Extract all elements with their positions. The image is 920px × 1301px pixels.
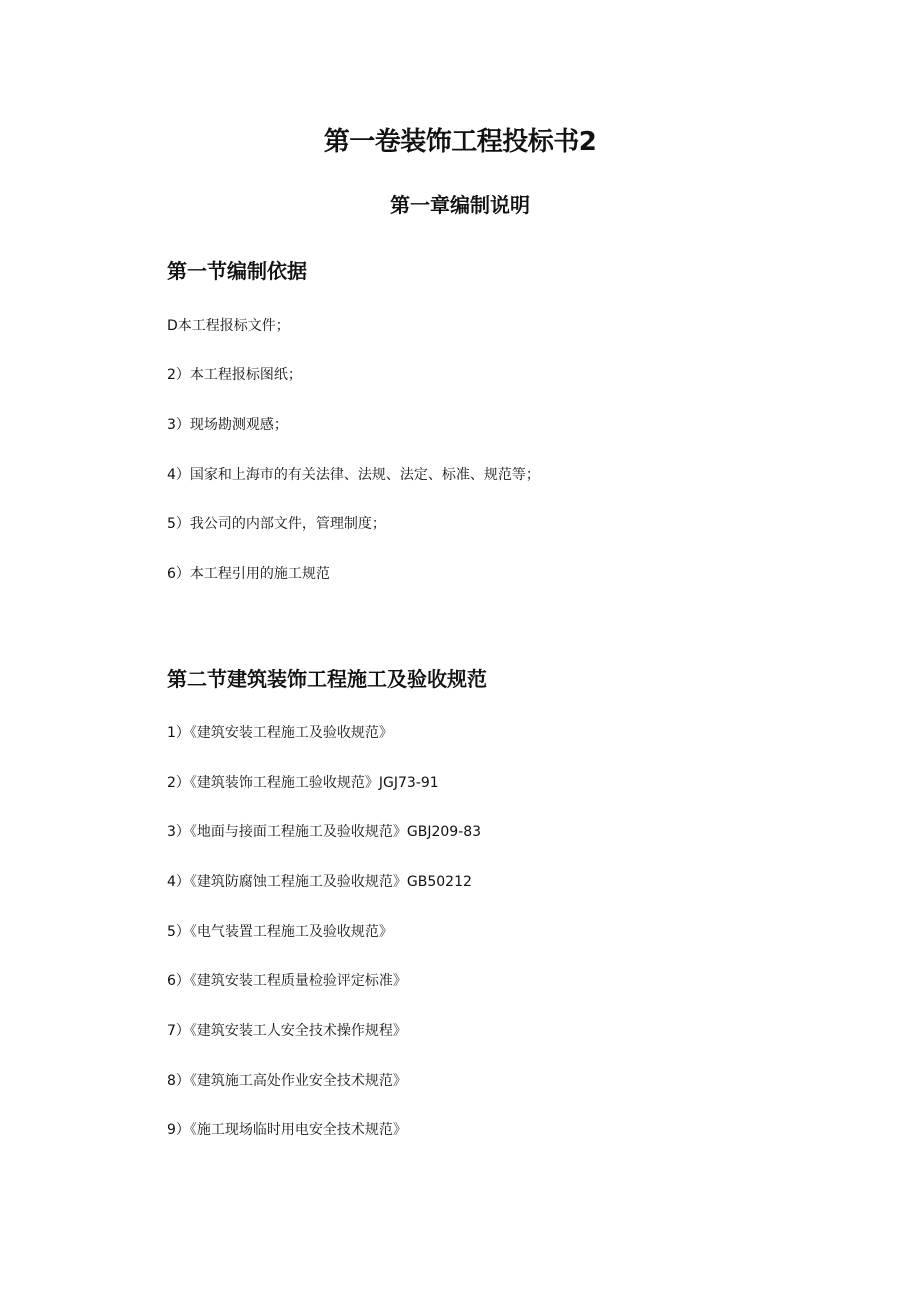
list-item: 3）《地面与接面工程施工及验收规范》GBJ209-83 [167, 824, 482, 840]
section-title-basis: 第一节编制依据 [167, 259, 307, 283]
document-title: 第一卷装饰工程投标书2 [323, 127, 597, 157]
list-item: 6）《建筑安装工程质量检验评定标准》 [167, 973, 407, 989]
list-item: 5）《电气装置工程施工及验收规范》 [167, 924, 393, 940]
list-item: 8）《建筑施工高处作业安全技术规范》 [167, 1073, 407, 1089]
list-item: D本工程报标文件； [167, 318, 290, 334]
list-item: 4）《建筑防腐蚀工程施工及验收规范》GB50212 [167, 874, 472, 890]
list-item: 4）国家和上海市的有关法律、法规、法定、标准、规范等； [167, 467, 540, 483]
list-item: 2）《建筑装饰工程施工验收规范》JGJ73-91 [167, 775, 439, 791]
list-item: 1）《建筑安装工程施工及验收规范》 [167, 725, 393, 741]
list-item: 5）我公司的内部文件，管理制度； [167, 516, 386, 532]
section-title-specifications: 第二节建筑装饰工程施工及验收规范 [167, 667, 487, 691]
list-item: 9）《施工现场临时用电安全技术规范》 [167, 1122, 407, 1138]
chapter-title: 第一章编制说明 [390, 193, 530, 217]
list-item: 2）本工程报标图纸； [167, 367, 302, 383]
list-item: 7）《建筑安装工人安全技术操作规程》 [167, 1023, 407, 1039]
list-item: 3）现场勘测观感； [167, 417, 288, 433]
list-item: 6）本工程引用的施工规范 [167, 566, 330, 582]
